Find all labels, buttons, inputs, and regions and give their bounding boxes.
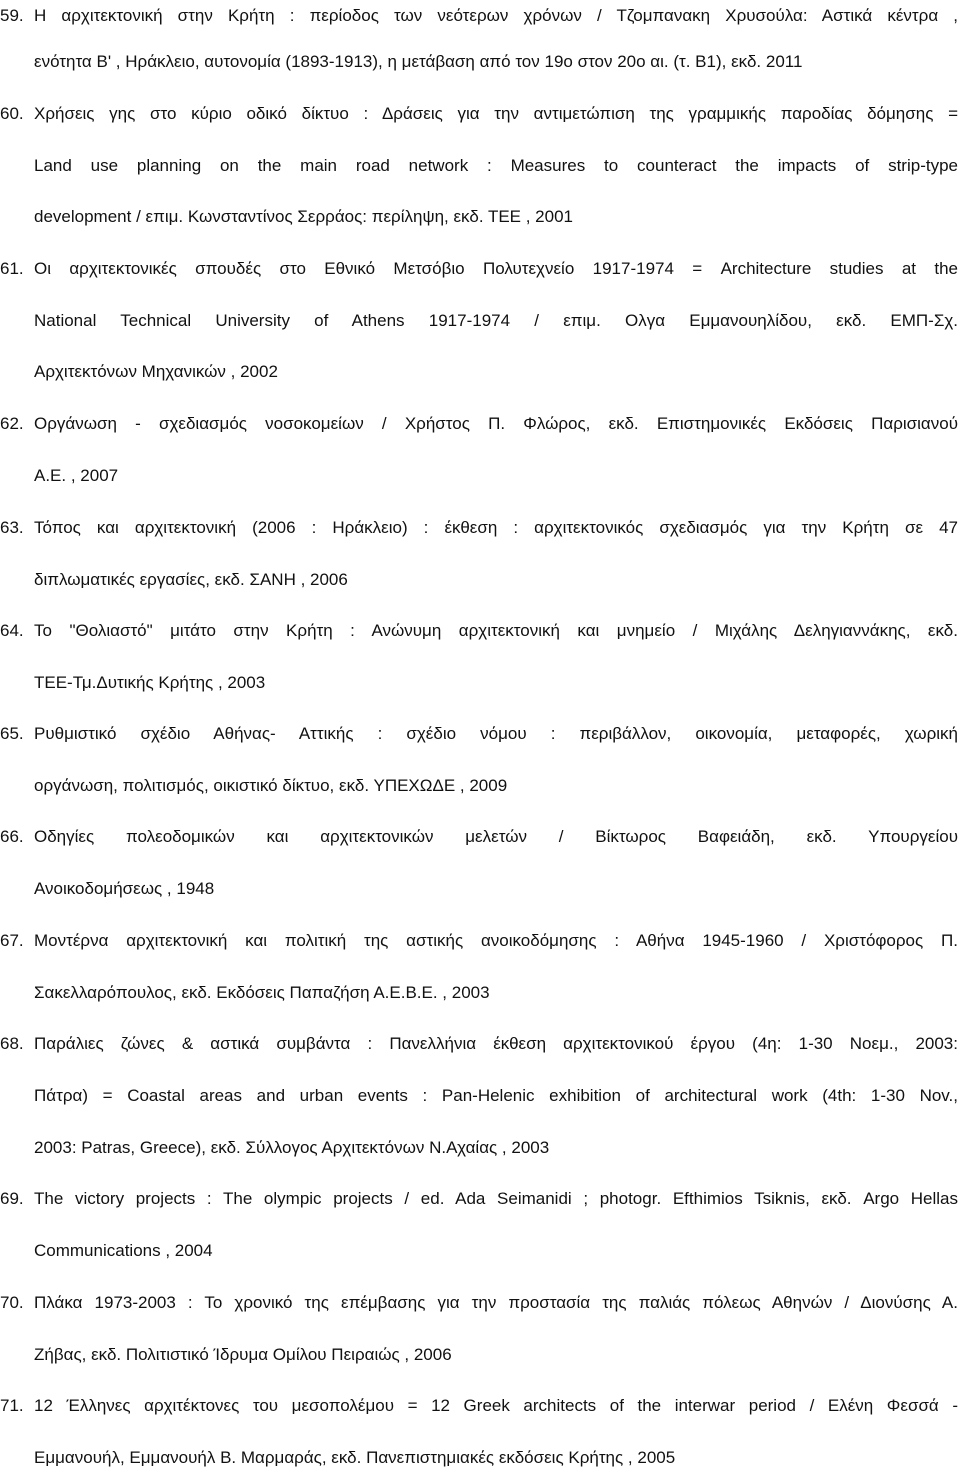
entry-number: 68. — [0, 1034, 24, 1053]
entry-number: 61. — [0, 259, 24, 278]
entry-text-line: 2003: Patras, Greece), εκδ. Σύλλογος Αρχιτεκτόνων Ν.Αχαίας , 2003 — [34, 1138, 550, 1157]
entry-text-line: Οι αρχιτεκτονικές σπουδές στο Εθνικό Μετσόβιο Πολυτεχνείο 1917-1974 = Architecture studies at the — [34, 259, 958, 278]
entry-text-line: Ανοικοδομήσεως , 1948 — [34, 879, 215, 898]
entry-text-line: ΤΕΕ-Τμ.Δυτικής Κρήτης , 2003 — [34, 673, 266, 692]
entry-text-line: Το "Θολιαστό" μιτάτο στην Κρήτη : Ανώνυμη αρχιτεκτονική και μνημείο / Μιχάλης Δεληγιαννάκης, εκδ. — [34, 621, 958, 640]
entry-number: 65. — [0, 724, 24, 743]
entry-number: 66. — [0, 827, 24, 846]
entry-text-line: Α.Ε. , 2007 — [34, 466, 119, 485]
entry-text-line: development / επιμ. Κωνσταντίνος Σερράος: περίληψη, εκδ. ΤΕΕ , 2001 — [34, 207, 574, 226]
entry-number: 69. — [0, 1189, 24, 1208]
entry-text-line: Σακελλαρόπουλος, εκδ. Εκδόσεις Παπαζήση Α.Ε.Β.Ε. , 2003 — [34, 983, 490, 1002]
entry-text-line: ενότητα Β' , Ηράκλειο, αυτονομία (1893-1913), η μετάβαση από τον 19ο στον 20ο αι. (τ. Β1), εκδ. 2011 — [34, 52, 803, 71]
entry-number: 63. — [0, 518, 24, 537]
entry-number: 71. — [0, 1396, 24, 1415]
entry-text-line: 12 Έλληνες αρχιτέκτονες του μεσοπολέμου = 12 Greek architects of the interwar period / Ελένη Φεσσά - — [34, 1396, 958, 1415]
entry-text-line: Η αρχιτεκτονική στην Κρήτη : περίοδος των νεότερων χρόνων / Τζομπανακη Χρυσούλα: Αστικά κέντρα , — [34, 6, 958, 25]
entry-text-line: Οδηγίες πολεοδομικών και αρχιτεκτονικών μελετών / Βίκτωρος Βαφειάδη, εκδ. Υπουργείου — [34, 827, 958, 846]
entry-number: 60. — [0, 104, 24, 123]
entry-text-line: Μοντέρνα αρχιτεκτονική και πολιτική της αστικής ανοικοδόμησης : Αθήνα 1945-1960 / Χριστόφορος Π. — [34, 931, 958, 950]
entry-number: 70. — [0, 1293, 24, 1312]
entry-number: 59. — [0, 6, 24, 25]
entry-text-line: οργάνωση, πολιτισμός, οικιστικό δίκτυο, εκδ. ΥΠΕΧΩΔΕ , 2009 — [34, 776, 508, 795]
entry-text-line: Ζήβας, εκδ. Πολιτιστικό Ίδρυμα Ομίλου Πειραιώς , 2006 — [34, 1345, 452, 1364]
entry-text-line: διπλωματικές εργασίες, εκδ. ΣΑΝΗ , 2006 — [34, 570, 348, 589]
entry-text-line: Τόπος και αρχιτεκτονική (2006 : Ηράκλειο) : έκθεση : αρχιτεκτονικός σχεδιασμός για την Κρήτη σε 47 — [34, 518, 958, 537]
entry-number: 67. — [0, 931, 24, 950]
entry-text-line: Χρήσεις γης στο κύριο οδικό δίκτυο : Δράσεις για την αντιμετώπιση της γραμμικής παροδίας δόμησης = — [34, 104, 958, 123]
entry-number: 62. — [0, 414, 24, 433]
entry-text-line: Land use planning on the main road network : Measures to counteract the impacts of strip-type — [34, 156, 958, 175]
entry-text-line: Εμμανουήλ, Εμμανουήλ Β. Μαρμαράς, εκδ. Πανεπιστημιακές εκδόσεις Κρήτης , 2005 — [34, 1448, 676, 1467]
entry-text-line: Οργάνωση - σχεδιασμός νοσοκομείων / Χρήστος Π. Φλώρος, εκδ. Επιστημονικές Εκδόσεις Παρισιανού — [34, 414, 958, 433]
entry-text-line: Ρυθμιστικό σχέδιο Αθήνας- Αττικής : σχέδιο νόμου : περιβάλλον, οικονομία, μεταφορές, χωρική — [34, 724, 958, 743]
entry-number: 64. — [0, 621, 24, 640]
entry-text-line: Παράλιες ζώνες & αστικά συμβάντα : Πανελλήνια έκθεση αρχιτεκτονικού έργου (4η: 1-30 Νοεμ., 2003: — [34, 1034, 958, 1053]
entry-text-line: Communications , 2004 — [34, 1241, 213, 1260]
entry-text-line: Αρχιτεκτόνων Μηχανικών , 2002 — [34, 362, 278, 381]
entry-text-line: National Technical University of Athens 1917-1974 / επιμ. Ολγα Εμμανουηλίδου, εκδ. ΕΜΠ-Σχ. — [34, 311, 958, 330]
entry-text-line: The victory projects : The olympic projects / ed. Ada Seimanidi ; photogr. Efthimios Tsiknis, εκδ. Argo Hellas — [34, 1189, 958, 1208]
entry-text-line: Πλάκα 1973-2003 : Το χρονικό της επέμβασης για την προστασία της παλιάς πόλεως Αθηνών / Διονύσης Α. — [34, 1293, 958, 1312]
entry-text-line: Πάτρα) = Coastal areas and urban events : Pan-Helenic exhibition of architectural work (4th: 1-30 Nov., — [34, 1086, 958, 1105]
